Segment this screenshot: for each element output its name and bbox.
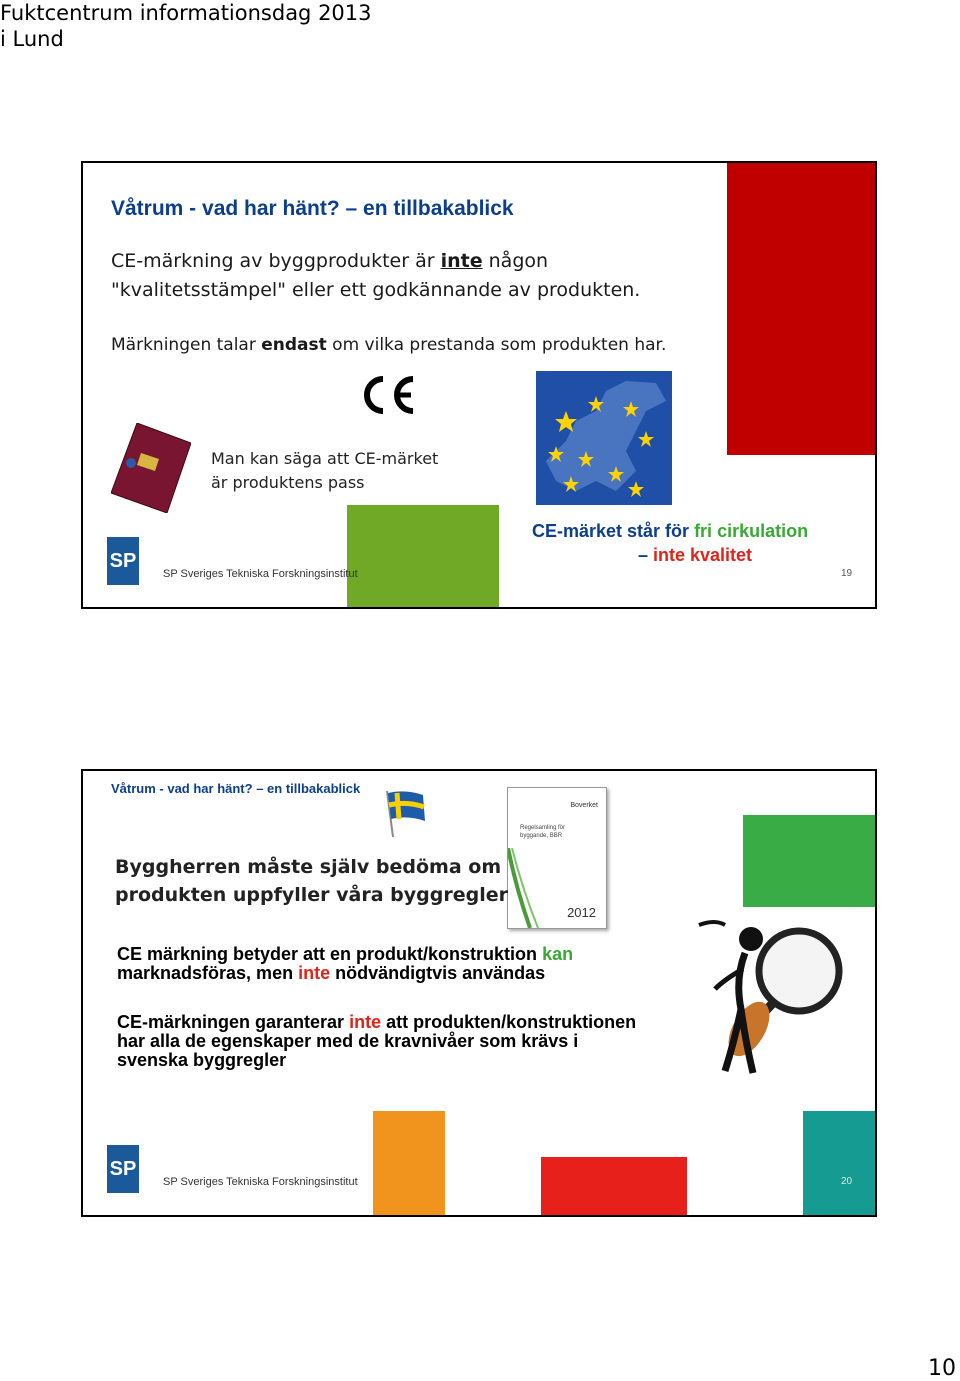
ce-statement-text-end: någon bbox=[482, 250, 549, 272]
magnifier-figure-icon bbox=[695, 919, 845, 1079]
ce-statement-line2: "kvalitetsstämpel" eller ett godkännande av produkten. bbox=[111, 279, 641, 301]
ce-stands-for bbox=[532, 519, 808, 567]
bbr-title-line1: Regelsamling för bbox=[520, 825, 566, 831]
bbr-title bbox=[520, 824, 565, 840]
green-accent-bar bbox=[743, 815, 875, 907]
ce-meaning-text3: nödvändigtvis användas bbox=[330, 963, 546, 983]
bbr-book-image bbox=[507, 787, 607, 929]
performance-emphasis: endast bbox=[261, 335, 327, 355]
performance-text-end: om vilka prestanda som produkten har. bbox=[326, 335, 667, 355]
ce-statement bbox=[111, 247, 711, 305]
slide-heading: Våtrum - vad har hänt? – en tillbakablick bbox=[111, 781, 361, 796]
ce-mark-icon bbox=[355, 371, 419, 419]
ce-stands-green: fri cirkulation bbox=[694, 521, 809, 541]
ce-statement-emphasis: inte bbox=[440, 250, 483, 272]
passport-caption-line2: är produktens pass bbox=[211, 473, 365, 492]
red-accent-bar bbox=[727, 163, 875, 455]
passport-caption bbox=[211, 447, 438, 495]
swedish-flag-icon bbox=[383, 787, 429, 839]
guarantee-red: inte bbox=[349, 1012, 382, 1032]
builder-statement bbox=[115, 853, 508, 909]
red-accent-bar bbox=[541, 1157, 687, 1215]
slide-20 bbox=[81, 769, 877, 1217]
teal-accent-bar bbox=[803, 1111, 875, 1215]
ce-meaning-red: inte bbox=[298, 963, 331, 983]
passport-icon bbox=[111, 423, 191, 513]
ce-statement-text: CE-märkning av byggprodukter är bbox=[111, 250, 441, 272]
guarantee-text: CE-märkningen garanterar bbox=[117, 1012, 350, 1032]
page-number: 10 bbox=[928, 1356, 956, 1381]
builder-line2: produkten uppfyller våra byggregler bbox=[115, 884, 508, 906]
green-accent-bar bbox=[347, 505, 499, 607]
bbr-year: 2012 bbox=[567, 905, 596, 920]
document-title: Fuktcentrum informationsdag 2013 i Lund bbox=[0, 1, 372, 51]
eu-map-image bbox=[536, 371, 672, 505]
institute-name: SP Sveriges Tekniska Forskningsinstitut bbox=[163, 1176, 358, 1188]
guarantee-text-end: att produkten/konstruktionen bbox=[381, 1012, 637, 1032]
slide-19 bbox=[81, 161, 877, 609]
performance-statement bbox=[111, 331, 731, 360]
ce-stands-dash: – bbox=[638, 545, 654, 565]
slide-number: 19 bbox=[841, 568, 853, 579]
builder-line1: Byggherren måste själv bedöma om bbox=[115, 856, 502, 878]
slide-heading: Våtrum - vad har hänt? – en tillbakablick bbox=[111, 197, 514, 220]
guarantee-line2: har alla de egenskaper med de kravnivåer som krävs i bbox=[117, 1031, 579, 1051]
ce-meaning-text: CE märkning betyder att en produkt/konstruktion bbox=[117, 944, 543, 964]
ce-stands-red: inte kvalitet bbox=[653, 545, 753, 565]
performance-text: Märkningen talar bbox=[111, 335, 262, 355]
institute-name: SP Sveriges Tekniska Forskningsinstitut bbox=[163, 568, 358, 580]
passport-caption-line1: Man kan säga att CE-märket bbox=[211, 449, 439, 468]
slide-number: 20 bbox=[841, 1176, 853, 1187]
ce-meaning-green: kan bbox=[542, 944, 574, 964]
sp-logo: SP bbox=[107, 537, 139, 585]
ce-meaning bbox=[117, 945, 573, 983]
sp-logo: SP bbox=[107, 1145, 139, 1193]
guarantee-line3: svenska byggregler bbox=[117, 1050, 287, 1070]
bbr-org: Boverket bbox=[570, 802, 598, 809]
ce-stands-text: CE-märket står för bbox=[532, 521, 695, 541]
bbr-title-line2: byggande, BBR bbox=[520, 833, 563, 839]
ce-guarantee bbox=[117, 1013, 636, 1070]
ce-meaning-text2: marknadsföras, men bbox=[117, 963, 299, 983]
orange-accent-bar bbox=[373, 1111, 445, 1215]
